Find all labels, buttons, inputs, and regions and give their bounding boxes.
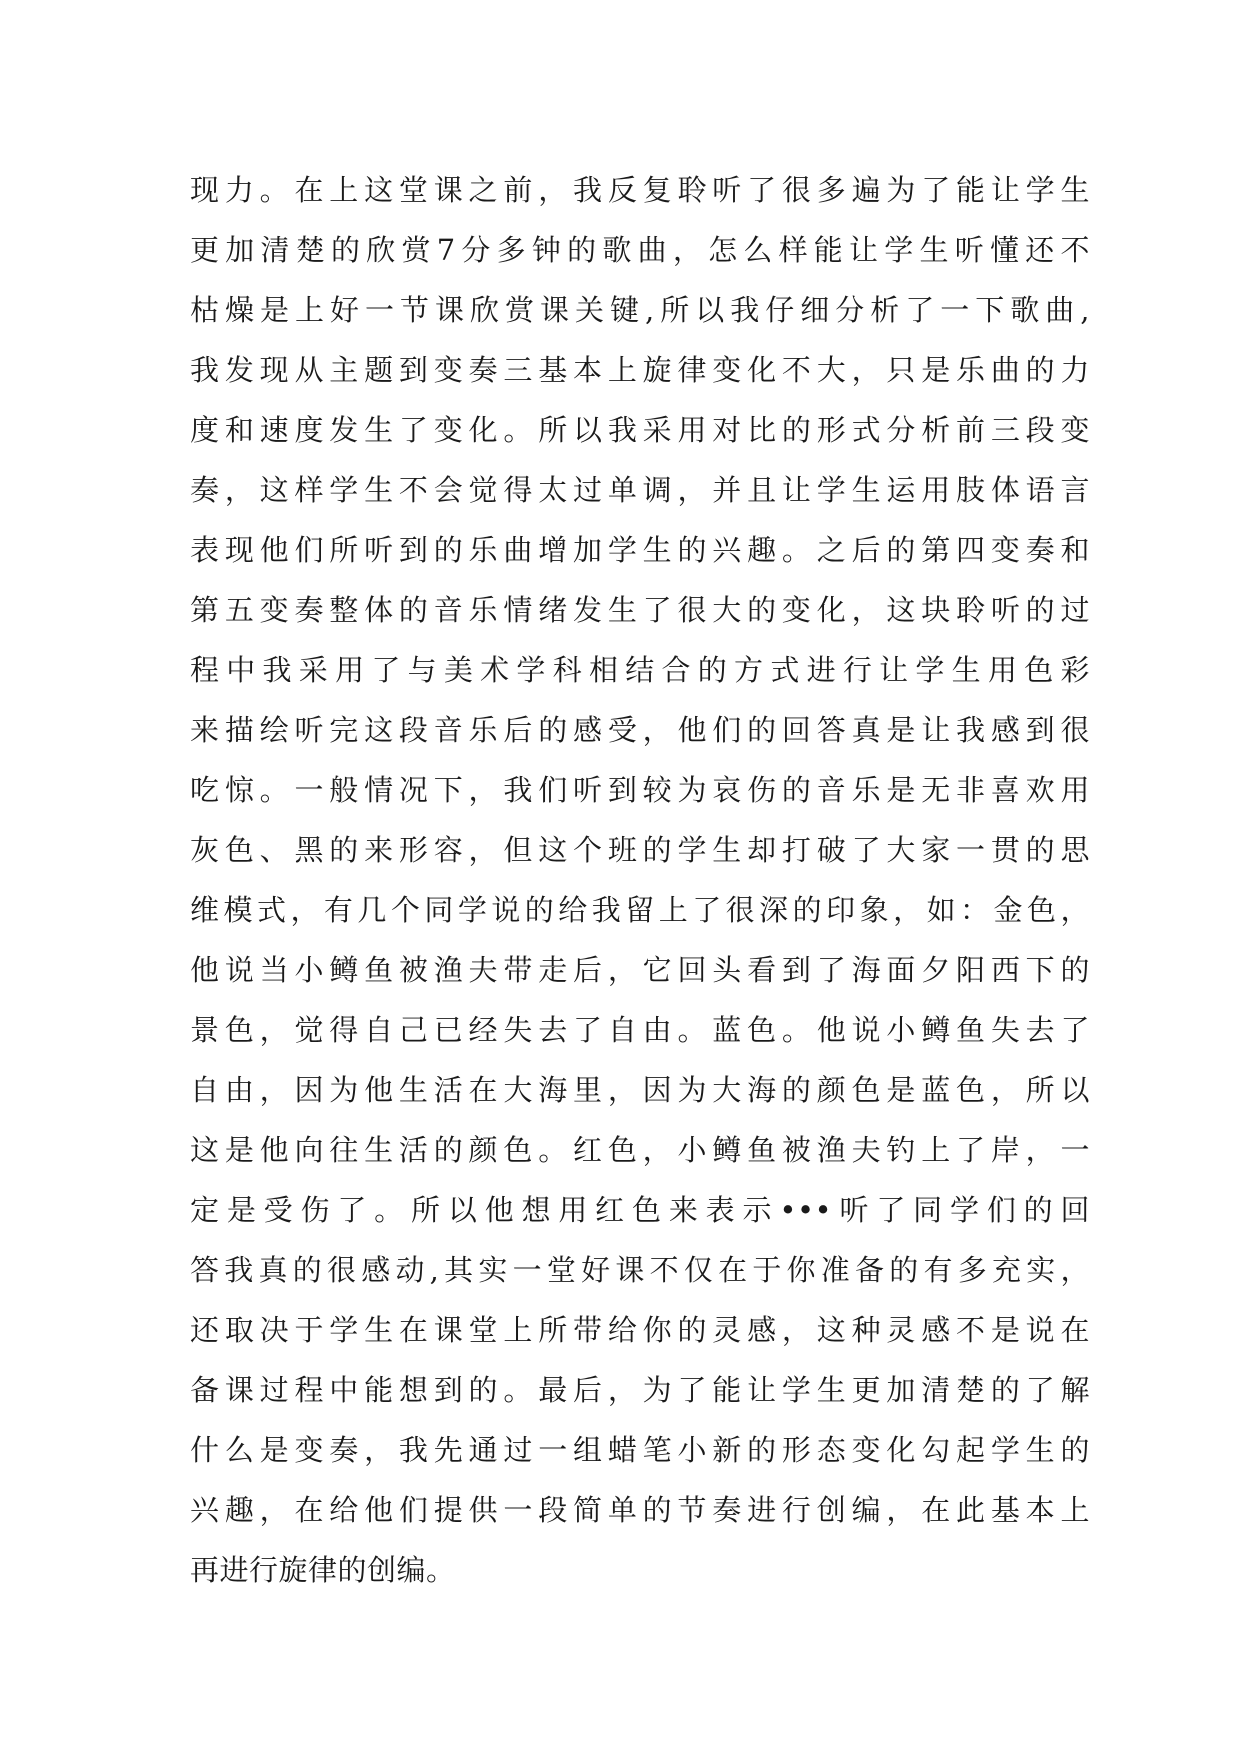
text-line: 第五变奏整体的音乐情绪发生了很大的变化，这块聆听的过 [190, 593, 1090, 627]
text-line: 更加清楚的欣赏7分多钟的歌曲，怎么样能让学生听懂还不 [190, 233, 1090, 267]
text-line: 灰色、黑的来形容，但这个班的学生却打破了大家一贯的思 [190, 833, 1090, 867]
text-line: 自由，因为他生活在大海里，因为大海的颜色是蓝色，所以 [190, 1073, 1090, 1107]
text-line: 还取决于学生在课堂上所带给你的灵感，这种灵感不是说在 [190, 1313, 1090, 1347]
text-line: 景色，觉得自己已经失去了自由。蓝色。他说小鳟鱼失去了 [190, 1013, 1090, 1047]
text-line: 维模式，有几个同学说的给我留上了很深的印象，如：金色， [190, 893, 1090, 927]
body-paragraph [190, 160, 1090, 1600]
text-line: 枯燥是上好一节课欣赏课关键,所以我仔细分析了一下歌曲, [190, 293, 1090, 327]
text-line: 表现他们所听到的乐曲增加学生的兴趣。之后的第四变奏和 [190, 533, 1090, 567]
text-line: 什么是变奏，我先通过一组蜡笔小新的形态变化勾起学生的 [190, 1433, 1090, 1467]
text-line: 备课过程中能想到的。最后，为了能让学生更加清楚的了解 [190, 1373, 1090, 1407]
text-line: 现力。在上这堂课之前，我反复聆听了很多遍为了能让学生 [190, 173, 1090, 207]
text-line: 度和速度发生了变化。所以我采用对比的形式分析前三段变 [190, 413, 1090, 447]
text-line: 这是他向往生活的颜色。红色，小鳟鱼被渔夫钓上了岸，一 [190, 1133, 1090, 1167]
text-line: 兴趣，在给他们提供一段简单的节奏进行创编，在此基本上 [190, 1493, 1090, 1527]
text-line-last: 再进行旋律的创编。 [190, 1553, 456, 1587]
text-line: 来描绘听完这段音乐后的感受，他们的回答真是让我感到很 [190, 713, 1090, 747]
text-line: 答我真的很感动,其实一堂好课不仅在于你准备的有多充实， [190, 1253, 1090, 1287]
text-line: 吃惊。一般情况下，我们听到较为哀伤的音乐是无非喜欢用 [190, 773, 1090, 807]
text-line: 定是受伤了。所以他想用红色来表示•••听了同学们的回 [190, 1193, 1090, 1227]
text-line: 奏，这样学生不会觉得太过单调，并且让学生运用肢体语言 [190, 473, 1090, 507]
text-line: 我发现从主题到变奏三基本上旋律变化不大，只是乐曲的力 [190, 353, 1090, 387]
text-line: 他说当小鳟鱼被渔夫带走后，它回头看到了海面夕阳西下的 [190, 953, 1090, 987]
text-line: 程中我采用了与美术学科相结合的方式进行让学生用色彩 [190, 653, 1090, 687]
